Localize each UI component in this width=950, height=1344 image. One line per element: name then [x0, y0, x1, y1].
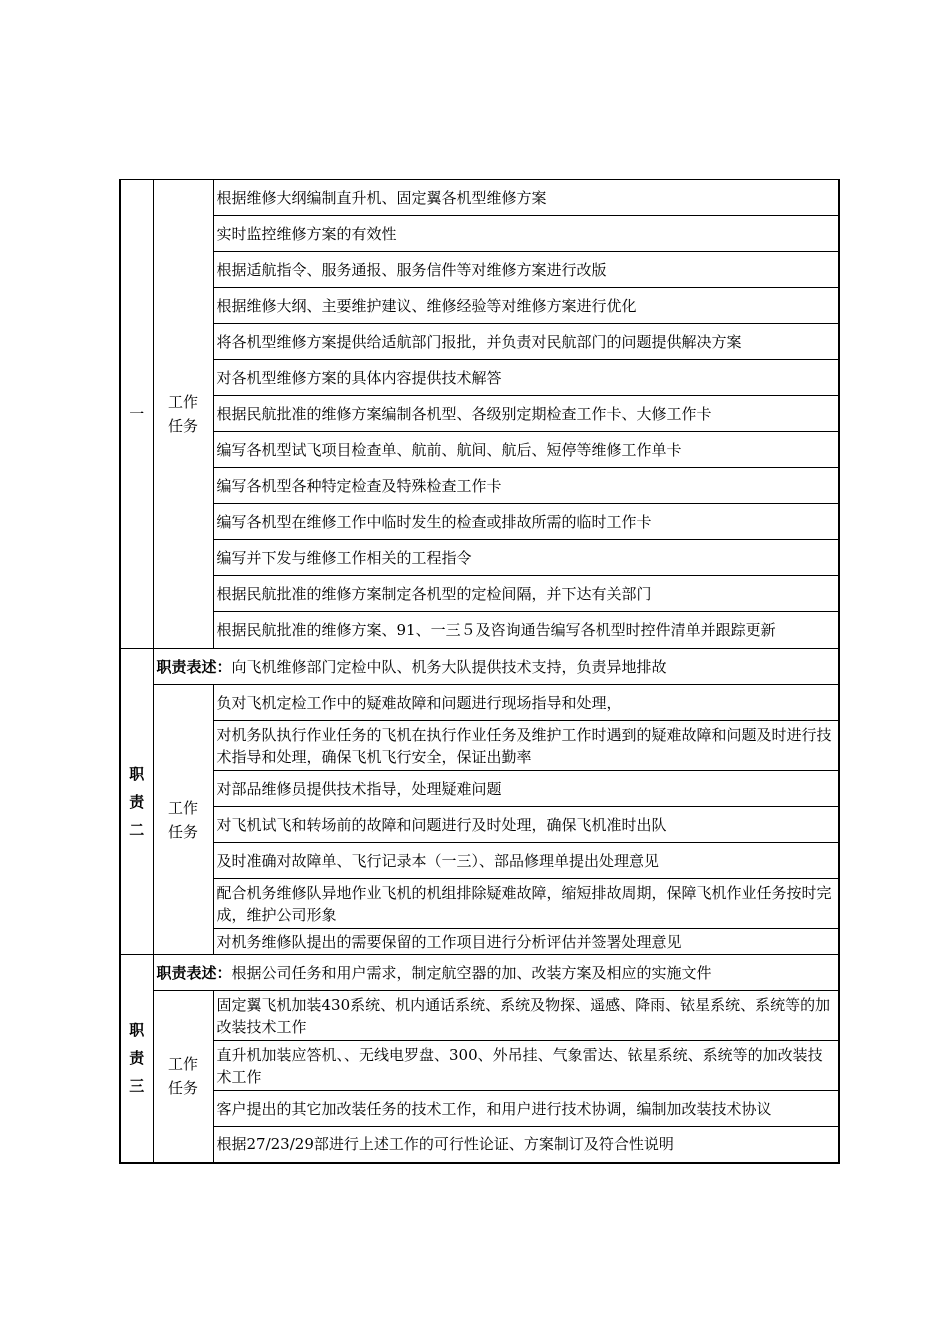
table-row	[120, 771, 839, 807]
task-cell: 根据维修大纲编制直升机、固定翼各机型维修方案	[213, 180, 839, 216]
table-row	[120, 288, 839, 324]
table-row	[120, 991, 839, 1041]
table-row	[120, 1091, 839, 1127]
table-row	[120, 576, 839, 612]
task-cell: 编写各机型试飞项目检查单、航前、航间、航后、短停等维修工作单卡	[213, 432, 839, 468]
table-row	[120, 685, 839, 721]
section-1-label: 一	[120, 180, 153, 649]
task-cell: 负对飞机定检工作中的疑难故障和问题进行现场指导和处理，	[213, 685, 839, 721]
task-cell: 根据27/23/29部进行上述工作的可行性论证、方案制订及符合性说明	[213, 1127, 839, 1163]
task-cell: 对各机型维修方案的具体内容提供技术解答	[213, 360, 839, 396]
task-cell: 及时准确对故障单、飞行记录本（一三）、部品修理单提出处理意见	[213, 843, 839, 879]
table-row	[120, 649, 839, 685]
task-cell: 对机务维修队提出的需要保留的工作项目进行分析评估并签署处理意见	[213, 929, 839, 955]
table-row	[120, 216, 839, 252]
summary-label: 职责表述：	[156, 657, 232, 676]
section-2-label: 职 责 二	[120, 649, 153, 955]
section-2-summary	[153, 649, 839, 685]
table-row	[120, 540, 839, 576]
task-cell: 客户提出的其它加改装任务的技术工作，和用户进行技术协调，编制加改装技术协议	[213, 1091, 839, 1127]
task-cell: 对飞机试飞和转场前的故障和问题进行及时处理，确保飞机准时出队	[213, 807, 839, 843]
task-cell: 将各机型维修方案提供给适航部门报批，并负责对民航部门的问题提供解决方案	[213, 324, 839, 360]
task-cell: 对部品维修员提供技术指导，处理疑难问题	[213, 771, 839, 807]
task-cell: 直升机加装应答机、、无线电罗盘、300、外吊挂、气象雷达、铱星系统、系统等的加改装技术工作	[213, 1041, 839, 1091]
table-row	[120, 1041, 839, 1091]
task-cell: 实时监控维修方案的有效性	[213, 216, 839, 252]
task-cell: 编写并下发与维修工作相关的工程指令	[213, 540, 839, 576]
table-row	[120, 504, 839, 540]
task-cell: 配合机务维修队异地作业飞机的机组排除疑难故障，缩短排故周期，保障飞机作业任务按时完成，维护公司形象	[213, 879, 839, 929]
table-row	[120, 612, 839, 649]
duty-table	[119, 179, 840, 1164]
task-cell: 根据民航批准的维修方案制定各机型的定检间隔，并下达有关部门	[213, 576, 839, 612]
table-row	[120, 396, 839, 432]
section-3-summary	[153, 955, 839, 991]
summary-label: 职责表述：	[156, 963, 232, 982]
table-row	[120, 843, 839, 879]
task-cell: 编写各机型各种特定检查及特殊检查工作卡	[213, 468, 839, 504]
section-2-task-header: 工作 任务	[153, 685, 213, 955]
table-row	[120, 807, 839, 843]
table-row	[120, 955, 839, 991]
section-3-task-header: 工作 任务	[153, 991, 213, 1163]
summary-text: 根据公司任务和用户需求，制定航空器的加、改装方案及相应的实施文件	[231, 963, 712, 982]
task-cell: 根据民航批准的维修方案、91、一三５及咨询通告编写各机型时控件清单并跟踪更新	[213, 612, 839, 649]
table-row	[120, 468, 839, 504]
task-cell: 对机务队执行作业任务的飞机在执行作业任务及维护工作时遇到的疑难故障和问题及时进行技术指导和处理，确保飞机飞行安全，保证出勤率	[213, 721, 839, 771]
table-row	[120, 324, 839, 360]
section-1-task-header: 工作 任务	[153, 180, 213, 649]
task-cell: 编写各机型在维修工作中临时发生的检查或排故所需的临时工作卡	[213, 504, 839, 540]
task-cell: 固定翼飞机加装430系统、机内通话系统、系统及物探、遥感、降雨、铱星系统、系统等的加改装技术工作	[213, 991, 839, 1041]
table-row	[120, 1127, 839, 1163]
section-3-label: 职 责 三	[120, 955, 153, 1163]
table-row	[120, 252, 839, 288]
summary-text: 向飞机维修部门定检中队、机务大队提供技术支持，负责异地排故	[231, 657, 667, 676]
task-cell: 根据民航批准的维修方案编制各机型、各级别定期检查工作卡、大修工作卡	[213, 396, 839, 432]
task-cell: 根据适航指令、服务通报、服务信件等对维修方案进行改版	[213, 252, 839, 288]
task-cell: 根据维修大纲、主要维护建议、维修经验等对维修方案进行优化	[213, 288, 839, 324]
table-row	[120, 360, 839, 396]
table-row	[120, 879, 839, 929]
table-row	[120, 929, 839, 955]
table-row	[120, 432, 839, 468]
table-row	[120, 180, 839, 216]
table-row	[120, 721, 839, 771]
